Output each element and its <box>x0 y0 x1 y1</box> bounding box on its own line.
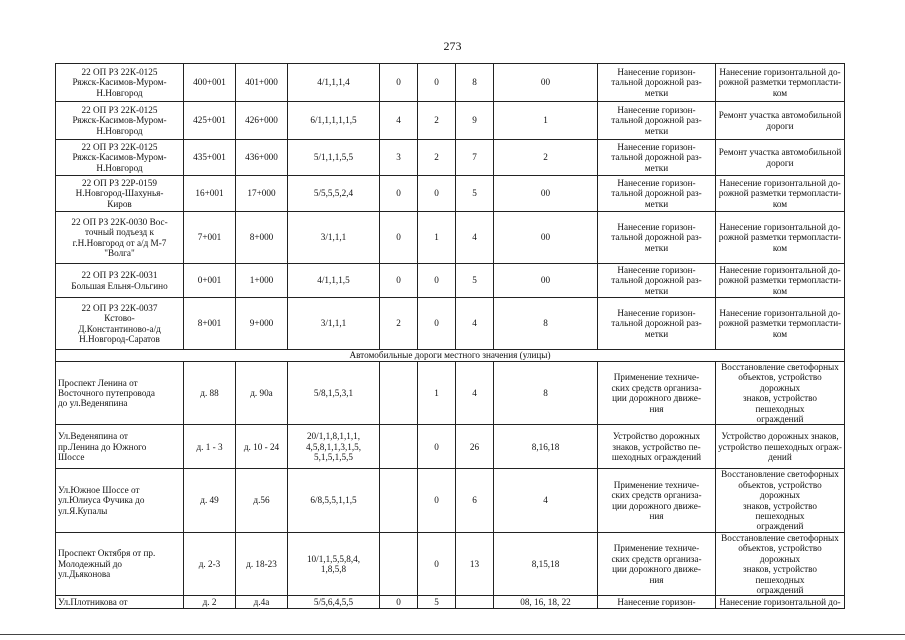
count-cell: 13 <box>456 532 494 595</box>
code-cell: 8 <box>494 298 598 350</box>
lane-data-cell: 4/1,1,1,4 <box>288 64 380 102</box>
count-cell: 4 <box>380 102 418 140</box>
count-cell <box>380 362 418 425</box>
start-km-cell: 435+001 <box>184 140 236 176</box>
code-cell: 00 <box>494 64 598 102</box>
measure-cell: Нанесение горизон- тальной дорожной раз- метки <box>598 102 716 140</box>
measure-cell: Нанесение горизон- тальной дорожной раз- метки <box>598 264 716 298</box>
measure-cell: Нанесение горизон- тальной дорожной раз- метки <box>598 64 716 102</box>
page-bottom-rule <box>0 634 905 635</box>
code-cell: 2 <box>494 140 598 176</box>
end-km-cell: 9+000 <box>236 298 288 350</box>
count-cell: 0 <box>418 176 456 212</box>
measure-cell: Нанесение горизон- тальной дорожной раз- метки <box>598 298 716 350</box>
table-row <box>56 140 845 176</box>
count-cell <box>380 469 418 532</box>
code-cell: 8,16,18 <box>494 425 598 469</box>
lane-data-cell: 3/1,1,1 <box>288 212 380 264</box>
count-cell: 2 <box>380 298 418 350</box>
count-cell: 6 <box>456 469 494 532</box>
work-cell: Устройство дорожных знаков, устройство пешеходных ограж- дений <box>716 425 845 469</box>
lane-data-cell: 5/1,1,1,5,5 <box>288 140 380 176</box>
road-name-cell: 22 ОП РЗ 22К-0125 Ряжск-Касимов-Муром- Н.Новгород <box>56 64 184 102</box>
end-km-cell: 436+000 <box>236 140 288 176</box>
work-cell: Восстановление светофорных объектов, устройство дорожных знаков, устройство пешеходных ограждений <box>716 469 845 532</box>
code-cell: 4 <box>494 469 598 532</box>
code-cell: 08, 16, 18, 22 <box>494 596 598 609</box>
road-name-cell: Ул.Веденяпина от пр.Ленина до Южного Шоссе <box>56 425 184 469</box>
measure-cell: Устройство дорожных знаков, устройство пе- шеходных ограждений <box>598 425 716 469</box>
work-cell: Восстановление светофорных объектов, устройство дорожных знаков, устройство пешеходных ограждений <box>716 532 845 595</box>
start-km-cell: 0+001 <box>184 264 236 298</box>
count-cell: 4 <box>456 298 494 350</box>
table-row <box>56 596 845 609</box>
work-cell: Нанесение горизонтальной до- рожной разметки термопласти- ком <box>716 212 845 264</box>
road-name-cell: Проспект Ленина от Восточного путепровода до ул.Веденяпина <box>56 362 184 425</box>
table-row <box>56 176 845 212</box>
count-cell: 0 <box>380 212 418 264</box>
table-row <box>56 264 845 298</box>
count-cell: 7 <box>456 140 494 176</box>
end-km-cell: д. 18-23 <box>236 532 288 595</box>
table-row <box>56 212 845 264</box>
start-km-cell: д. 2-3 <box>184 532 236 595</box>
count-cell: 0 <box>418 469 456 532</box>
end-km-cell: д.4а <box>236 596 288 609</box>
end-km-cell: д. 10 - 24 <box>236 425 288 469</box>
code-cell: 00 <box>494 176 598 212</box>
start-km-cell: 8+001 <box>184 298 236 350</box>
count-cell: 9 <box>456 102 494 140</box>
work-cell: Нанесение горизонтальной до- рожной разметки термопласти- ком <box>716 64 845 102</box>
start-km-cell: д. 49 <box>184 469 236 532</box>
count-cell: 0 <box>380 64 418 102</box>
page-number: 273 <box>443 39 462 53</box>
start-km-cell: д. 2 <box>184 596 236 609</box>
lane-data-cell: 6/8,5,5,1,1,5 <box>288 469 380 532</box>
start-km-cell: 7+001 <box>184 212 236 264</box>
count-cell: 3 <box>380 140 418 176</box>
work-cell: Восстановление светофорных объектов, устройство дорожных знаков, устройство пешеходных ограждений <box>716 362 845 425</box>
road-name-cell: 22 ОП РЗ 22К-0030 Вос- точный подъезд к г.Н.Новгород от а/д М-7 "Волга" <box>56 212 184 264</box>
end-km-cell: 426+000 <box>236 102 288 140</box>
lane-data-cell: 5/5,6,4,5,5 <box>288 596 380 609</box>
count-cell: 0 <box>418 532 456 595</box>
count-cell: 0 <box>380 264 418 298</box>
count-cell: 8 <box>456 64 494 102</box>
count-cell: 5 <box>456 176 494 212</box>
work-cell: Нанесение горизонтальной до- рожной разметки термопласти- ком <box>716 176 845 212</box>
road-name-cell: Ул.Южное Шоссе от ул.Юлиуса Фучика до ул.Я.Купалы <box>56 469 184 532</box>
end-km-cell: д. 90а <box>236 362 288 425</box>
work-cell: Нанесение горизонтальной до- рожной разметки термопласти- ком <box>716 264 845 298</box>
lane-data-cell: 10/1,1,5,5,8,4, 1,8,5,8 <box>288 532 380 595</box>
code-cell: 8,15,18 <box>494 532 598 595</box>
lane-data-cell: 20/1,1,8,1,1,1, 4,5,8,1,1,3,1,5, 5,1,5,1,5,5 <box>288 425 380 469</box>
work-cell: Ремонт участка автомобильной дороги <box>716 102 845 140</box>
lane-data-cell: 4/1,1,1,5 <box>288 264 380 298</box>
measure-cell: Нанесение горизон- тальной дорожной раз- метки <box>598 212 716 264</box>
count-cell: 4 <box>456 362 494 425</box>
count-cell <box>380 425 418 469</box>
lane-data-cell: 3/1,1,1 <box>288 298 380 350</box>
count-cell <box>380 532 418 595</box>
table-row <box>56 469 845 532</box>
lane-data-cell: 6/1,1,1,1,1,5 <box>288 102 380 140</box>
count-cell: 0 <box>418 64 456 102</box>
table-row <box>56 425 845 469</box>
start-km-cell: 16+001 <box>184 176 236 212</box>
road-sections-table <box>55 63 845 609</box>
work-cell: Ремонт участка автомобильной дороги <box>716 140 845 176</box>
table-row <box>56 362 845 425</box>
work-cell: Нанесение горизонтальной до- рожной разметки термопласти- ком <box>716 298 845 350</box>
start-km-cell: 425+001 <box>184 102 236 140</box>
end-km-cell: 1+000 <box>236 264 288 298</box>
count-cell: 1 <box>418 362 456 425</box>
count-cell: 26 <box>456 425 494 469</box>
end-km-cell: 17+000 <box>236 176 288 212</box>
table-row <box>56 532 845 595</box>
code-cell: 8 <box>494 362 598 425</box>
road-name-cell: 22 ОП РЗ 22К-0125 Ряжск-Касимов-Муром- Н.Новгород <box>56 140 184 176</box>
count-cell: 0 <box>418 264 456 298</box>
count-cell: 5 <box>418 596 456 609</box>
lane-data-cell: 5/8,1,5,3,1 <box>288 362 380 425</box>
end-km-cell: 8+000 <box>236 212 288 264</box>
count-cell: 0 <box>418 298 456 350</box>
end-km-cell: д.56 <box>236 469 288 532</box>
start-km-cell: д. 1 - 3 <box>184 425 236 469</box>
table-row <box>56 64 845 102</box>
measure-cell: Нанесение горизон- тальной дорожной раз- метки <box>598 176 716 212</box>
count-cell: 0 <box>380 596 418 609</box>
count-cell: 5 <box>456 264 494 298</box>
road-name-cell: 22 ОП РЗ 22К-0037 Кстово- Д.Константиново-а/д Н.Новгород-Саратов <box>56 298 184 350</box>
start-km-cell: 400+001 <box>184 64 236 102</box>
lane-data-cell: 5/5,5,5,2,4 <box>288 176 380 212</box>
count-cell: 1 <box>418 212 456 264</box>
count-cell <box>456 596 494 609</box>
code-cell: 00 <box>494 212 598 264</box>
count-cell: 0 <box>380 176 418 212</box>
table-row <box>56 102 845 140</box>
count-cell: 4 <box>456 212 494 264</box>
count-cell: 2 <box>418 140 456 176</box>
start-km-cell: д. 88 <box>184 362 236 425</box>
measure-cell: Нанесение горизон- <box>598 596 716 609</box>
road-name-cell: 22 ОП РЗ 22Р-0159 Н.Новгород-Шахунья- Киров <box>56 176 184 212</box>
end-km-cell: 401+000 <box>236 64 288 102</box>
road-name-cell: 22 ОП РЗ 22К-0125 Ряжск-Касимов-Муром- Н.Новгород <box>56 102 184 140</box>
measure-cell: Применение техниче- ских средств организа- ции дорожного движе- ния <box>598 532 716 595</box>
measure-cell: Применение техниче- ских средств организа- ции дорожного движе- ния <box>598 469 716 532</box>
road-name-cell: Проспект Октября от пр. Молодежный до ул.Дьяконова <box>56 532 184 595</box>
code-cell: 1 <box>494 102 598 140</box>
table-row <box>56 298 845 350</box>
measure-cell: Применение техниче- ских средств организа- ции дорожного движе- ния <box>598 362 716 425</box>
code-cell: 00 <box>494 264 598 298</box>
section-heading-row <box>56 350 845 362</box>
measure-cell: Нанесение горизон- тальной дорожной раз- метки <box>598 140 716 176</box>
count-cell: 2 <box>418 102 456 140</box>
count-cell: 0 <box>418 425 456 469</box>
work-cell: Нанесение горизонтальной до- <box>716 596 845 609</box>
road-name-cell: 22 ОП РЗ 22К-0031 Большая Ельня-Ольгино <box>56 264 184 298</box>
road-name-cell: Ул.Плотникова от <box>56 596 184 609</box>
section-title: Автомобильные дороги местного значения (улицы) <box>56 350 845 362</box>
